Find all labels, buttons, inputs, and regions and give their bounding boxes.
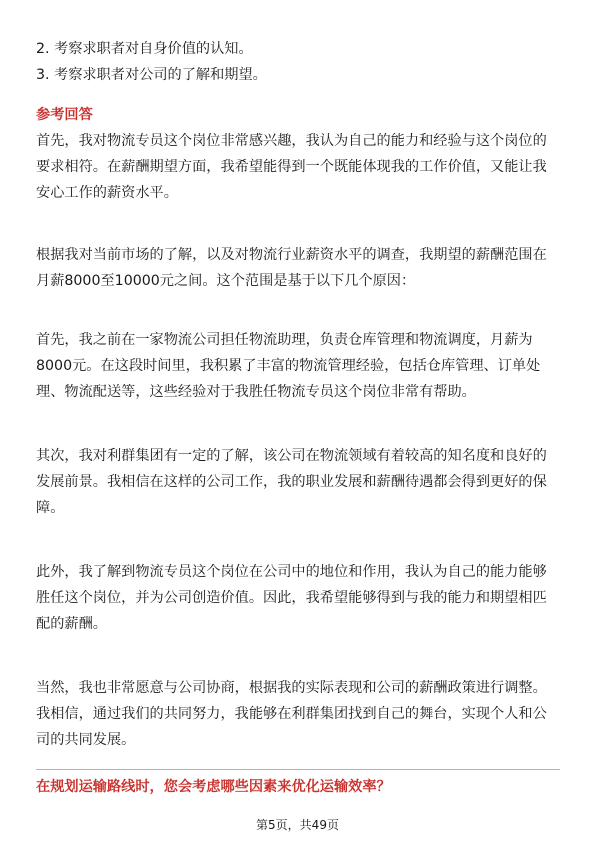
text-line: 司的共同发展。 — [36, 732, 136, 748]
text-line: 当然，我也非常愿意与公司协商，根据我的实际表现和公司的薪酬政策进行调整。 — [36, 680, 547, 696]
paragraph-2 — [36, 242, 560, 294]
text-line: 理、物流配送等，这些经验对于我胜任物流专员这个岗位非常有帮助。 — [36, 384, 476, 400]
text-line: 8000元。在这段时间里，我积累了丰富的物流管理经验，包括仓库管理、订单处 — [36, 358, 541, 374]
text-line: 我相信，通过我们的共同努力，我能够在利群集团找到自己的舞台，实现个人和公 — [36, 706, 547, 722]
text-line: 障。 — [36, 500, 65, 516]
answer-heading: 参考回答 — [36, 107, 93, 123]
text-line: 首先，我之前在一家物流公司担任物流助理，负责仓库管理和物流调度，月薪为 — [36, 332, 533, 348]
text-line: 首先，我对物流专员这个岗位非常感兴趣，我认为自己的能力和经验与这个岗位的 — [36, 133, 547, 149]
page-number: 第5页，共49页 — [256, 818, 339, 832]
paragraph-1 — [36, 128, 560, 206]
list-item: 3. 考察求职者对公司的了解和期望。 — [36, 67, 267, 83]
text-line: 要求相符。在薪酬期望方面，我希望能得到一个既能体现我的工作价值，又能让我 — [36, 159, 547, 175]
text-line: 发展前景。我相信在这样的公司工作，我的职业发展和薪酬待遇都会得到更好的保 — [36, 474, 547, 490]
text-line: 月薪8000至10000元之间。这个范围是基于以下几个原因： — [36, 273, 416, 289]
paragraph-4 — [36, 443, 560, 521]
text-line: 胜任这个岗位，并为公司创造价值。因此，我希望能够得到与我的能力和期望相匹 — [36, 590, 547, 606]
text-line: 其次，我对利群集团有一定的了解，该公司在物流领域有着较高的知名度和良好的 — [36, 448, 547, 464]
list-item: 2. 考察求职者对自身价值的认知。 — [36, 41, 253, 57]
paragraph-6 — [36, 675, 560, 753]
next-question: 在规划运输路线时，您会考虑哪些因素来优化运输效率？ — [36, 779, 391, 795]
text-line: 配的薪酬。 — [36, 616, 107, 632]
paragraph-3 — [36, 327, 560, 405]
text-line: 根据我对当前市场的了解，以及对物流行业薪资水平的调查，我期望的薪酬范围在 — [36, 247, 547, 263]
paragraph-5 — [36, 559, 560, 637]
text-line: 安心工作的薪资水平。 — [36, 185, 178, 201]
text-line: 此外，我了解到物流专员这个岗位在公司中的地位和作用，我认为自己的能力能够 — [36, 564, 547, 580]
section-divider — [36, 769, 560, 770]
